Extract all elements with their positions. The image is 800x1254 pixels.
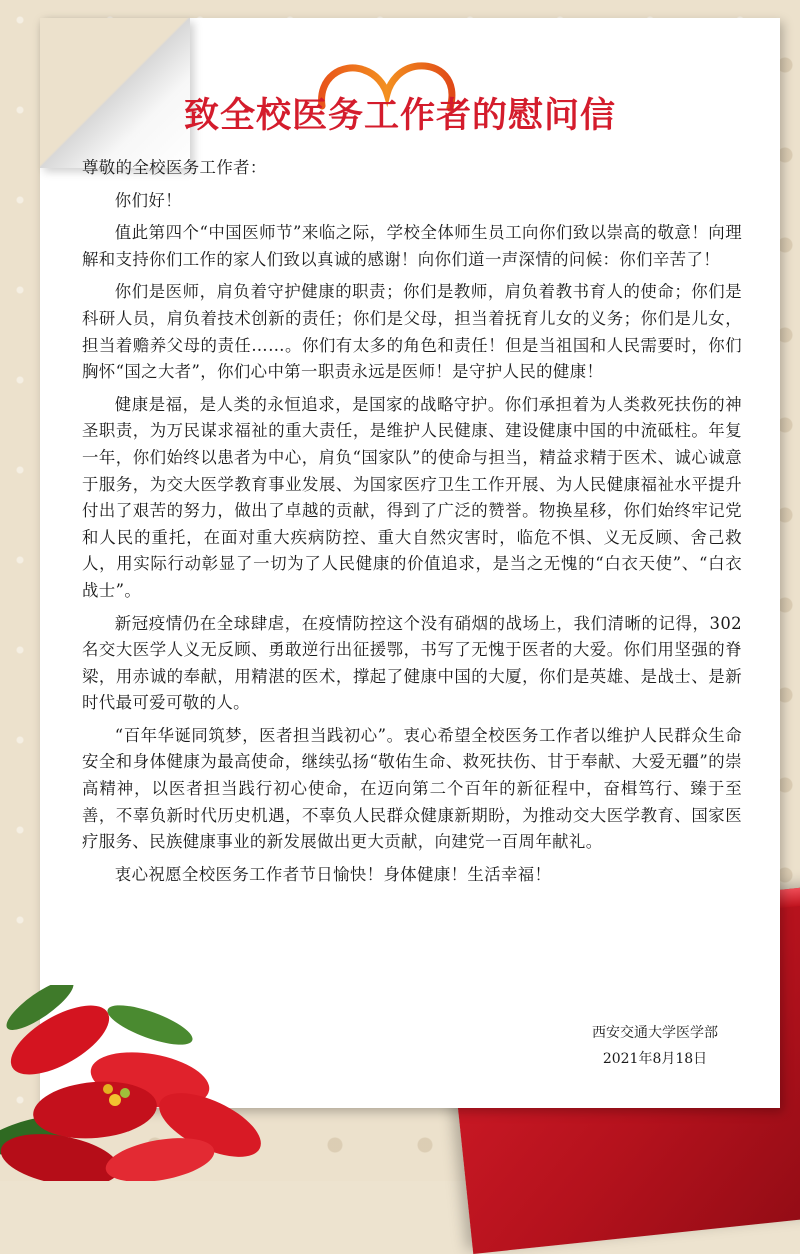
paragraph-mission: “百年华诞同筑梦，医者担当践初心”。衷心希望全校医务工作者以维护人民群众生命安全和身体健康为最高使命，继续弘扬“敬佑生命、救死扶伤、甘于奉献、大爱无疆”的崇高精神，以医者担当践行初心使命，在迈向第二个百年的新征程中，奋楫笃行、臻于至善，不辜负新时代历史机遇，不辜负人民群众健康新期盼，为推动交大医学教育、国家医疗服务、民族健康事业的新发展做出更大贡献，向建党一百周年献礼。 [82,725,742,852]
poinsettia-decoration [0,985,350,1181]
paragraph-covid: 新冠疫情仍在全球肆虐，在疫情防控这个没有硝烟的战场上，我们清晰的记得，302名交大医学人义无反顾、勇敢逆行出征援鄂，书写了无愧于医者的大爱。你们用坚强的脊梁，用赤诚的奉献，用精湛的医术，撑起了健康中国的大厦，你们是英雄、是战士、是新时代最可爱可敬的人。 [82,613,742,713]
paragraph-roles: 你们是医师，肩负着守护健康的职责；你们是教师，肩负着教书育人的使命；你们是科研人员，肩负着技术创新的责任；你们是父母，担当着抚育儿女的义务；你们是儿女，担当着赡养父母的责任……。你们有太多的角色和责任！但是当祖国和人民需要时，你们胸怀“国之大者”，你们心中第一职责永远是医师！是守护人民的健康！ [82,282,742,382]
paragraph-health: 健康是福，是人类的永恒追求，是国家的战略守护。你们承担着为人类救死扶伤的神圣职责，为万民谋求福祉的重大责任，是维护人民健康、建设健康中国的中流砥柱。年复一年，你们始终以患者为中心，肩负“国家队”的使命与担当，精益求精于医术、诚心诚意于服务，为交大医学教育事业发展、为国家医疗卫生工作开展、为人民健康福祉水平提升付出了艰苦的努力，做出了卓越的贡献，得到了广泛的赞誉。物换星移，你们始终牢记党和人民的重托，在面对重大疾病防控、重大自然灾害时，临危不惧、义无反顾、舍己救人，用实际行动彰显了一切为了人民健康的价值追求，是当之无愧的“白衣天使”、“白衣战士”。 [82,394,742,600]
salutation: 尊敬的全校医务工作者： [82,158,267,177]
signature-date: 2021年8月18日 [602,1051,708,1067]
paragraph-greeting: 你们好！ [114,190,182,210]
signature-org: 西安交通大学医学部 [592,1025,718,1041]
page-title: 致全校医务工作者的慰问信 [183,96,616,136]
paragraph-wishes: 衷心祝愿全校医务工作者节日愉快！身体健康！生活幸福！ [114,864,552,884]
signature-block [560,1020,750,1072]
letter-body [82,155,742,888]
paragraph-tribute: 值此第四个“中国医师节”来临之际，学校全体师生员工向你们致以崇高的敬意！向理解和支持你们工作的家人们致以真诚的感谢！向你们道一声深情的问候：你们辛苦了！ [82,223,742,269]
